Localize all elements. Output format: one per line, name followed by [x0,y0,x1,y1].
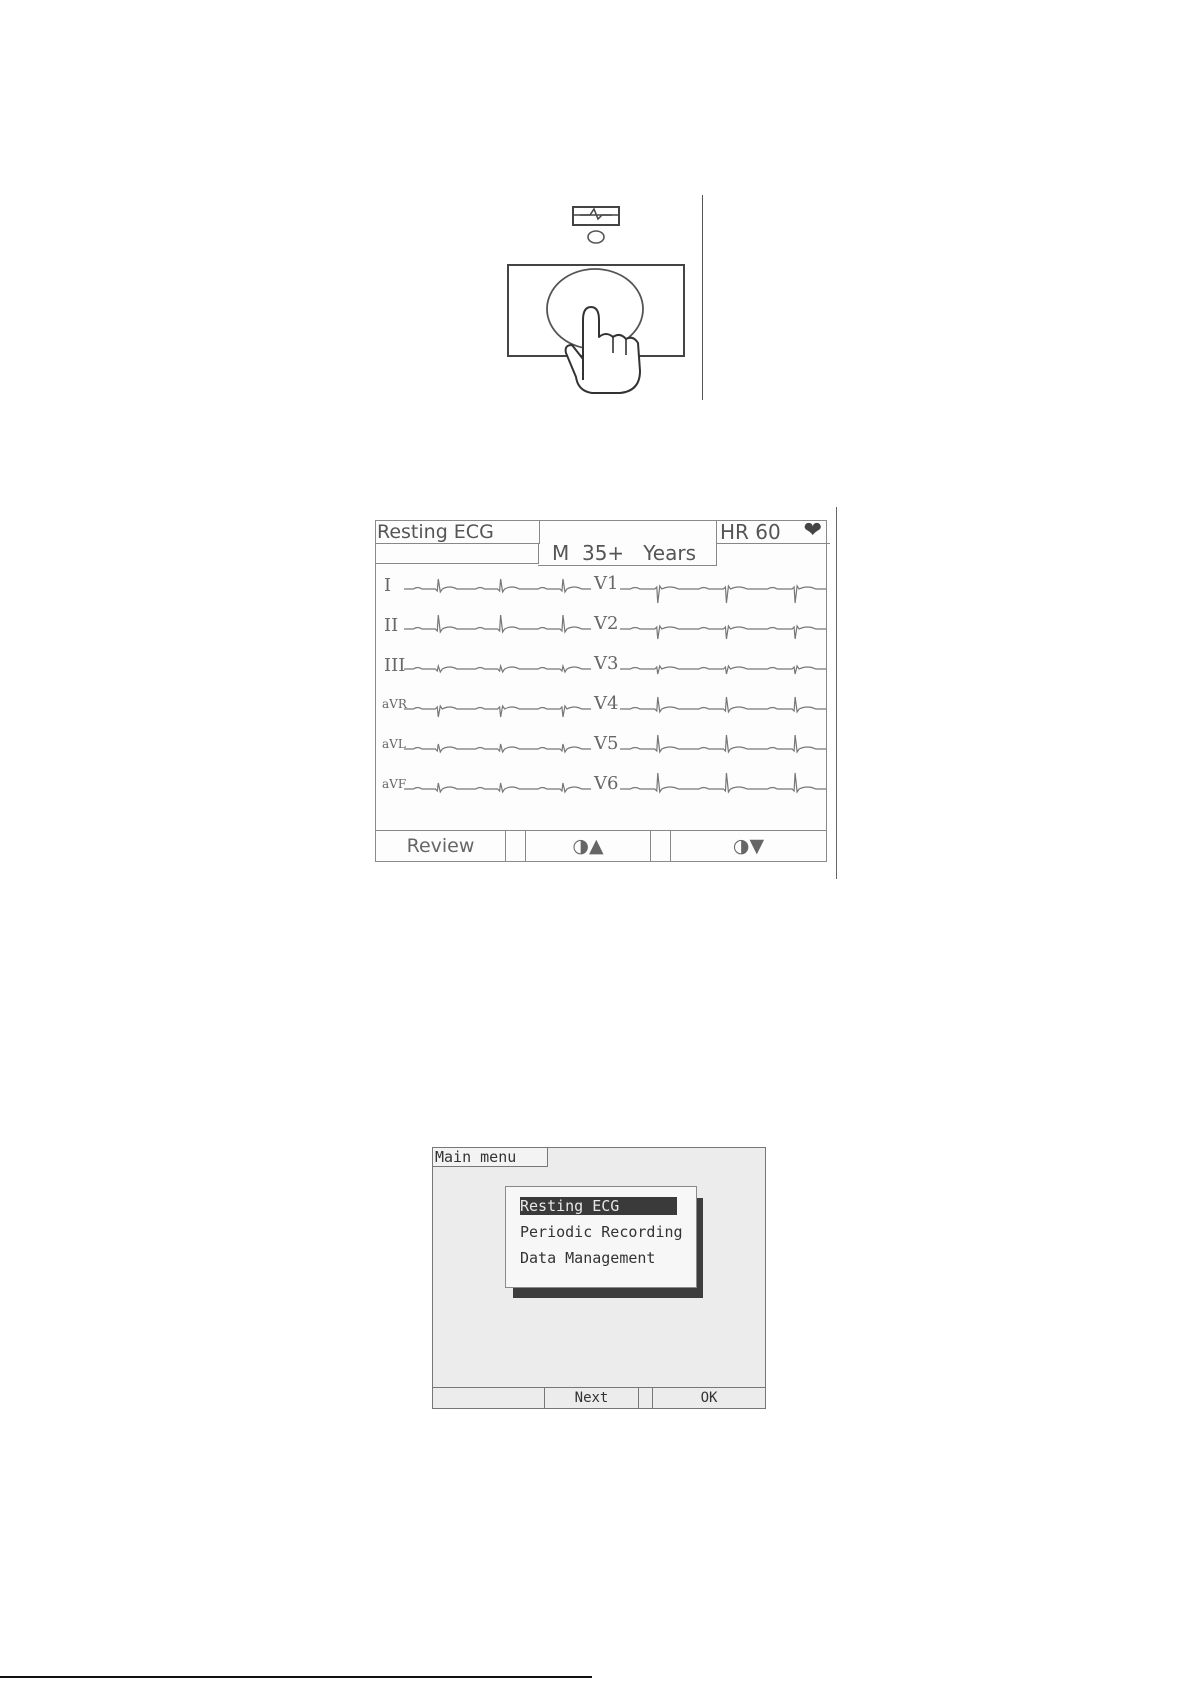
screen-title: Resting ECG [376,521,540,544]
lead-label-v5: V5 [594,733,619,754]
divider-line [702,195,703,400]
main-menu-popup [505,1186,697,1288]
menu-item-data-management[interactable]: Data Management [520,1249,656,1267]
menu-item-resting-ecg[interactable]: Resting ECG [520,1197,677,1215]
softkey-spacer [651,831,671,861]
ecg-indicator-icon [573,207,619,225]
ecg-waveforms [376,565,826,831]
ecg-trace-v1 [620,586,826,603]
ecg-trace-v6 [620,773,826,792]
lead-label-v4: V4 [594,693,619,714]
ecg-trace-v2 [620,626,826,639]
lead-label-ii: II [384,615,399,636]
ecg-trace-v4 [620,697,826,712]
lead-label-v1: V1 [594,573,619,594]
patient-info: M 35+ Years [552,541,697,565]
patient-info-box [538,521,717,566]
main-menu-screen [432,1147,766,1409]
next-button[interactable]: Next [545,1388,639,1408]
ecg-softkey-bar [376,830,826,861]
ecg-screen [375,520,827,862]
lead-label-v2: V2 [594,613,619,634]
ecg-trace-avl [404,744,591,752]
lead-label-iii: III [384,655,406,676]
ecg-trace-iii [404,666,591,672]
review-button[interactable]: Review [376,831,506,861]
lead-label-v3: V3 [594,653,619,674]
heart-rate-box [716,518,830,544]
softkey-spacer [506,831,526,861]
power-button-drawing [480,195,712,400]
heart-rate-value: HR 60 [720,520,781,544]
softkey-empty[interactable] [433,1388,545,1408]
contrast-down-button[interactable]: ◑▼ [732,835,765,857]
ecg-trace-avf [404,783,591,792]
ok-button[interactable]: OK [700,1390,718,1406]
ecg-trace-ii [404,615,591,632]
menu-item-periodic-recording[interactable]: Periodic Recording [520,1223,683,1241]
lead-label-avl: aVL [382,737,406,751]
title-field [376,543,539,564]
indicator-led-icon [588,231,604,243]
lead-label-v6: V6 [594,773,619,794]
ecg-trace-v3 [620,666,826,674]
pointing-hand-icon [566,307,640,393]
menu-softkey-bar [433,1387,765,1408]
lead-label-avf: aVF [382,777,407,791]
ecg-trace-v5 [620,735,826,752]
heart-icon: ❤ [803,518,822,543]
lead-label-i: I [384,575,392,596]
lead-label-avr: aVR [382,697,407,711]
screen-title: Main menu [433,1148,548,1167]
ecg-trace-i [404,579,591,592]
contrast-up-button[interactable]: ◑▲ [526,831,651,861]
softkey-spacer [639,1388,653,1408]
power-button-illustration [480,195,712,400]
footnote-rule [0,1676,592,1678]
divider-line [836,507,837,879]
ecg-trace-avr [404,706,591,717]
